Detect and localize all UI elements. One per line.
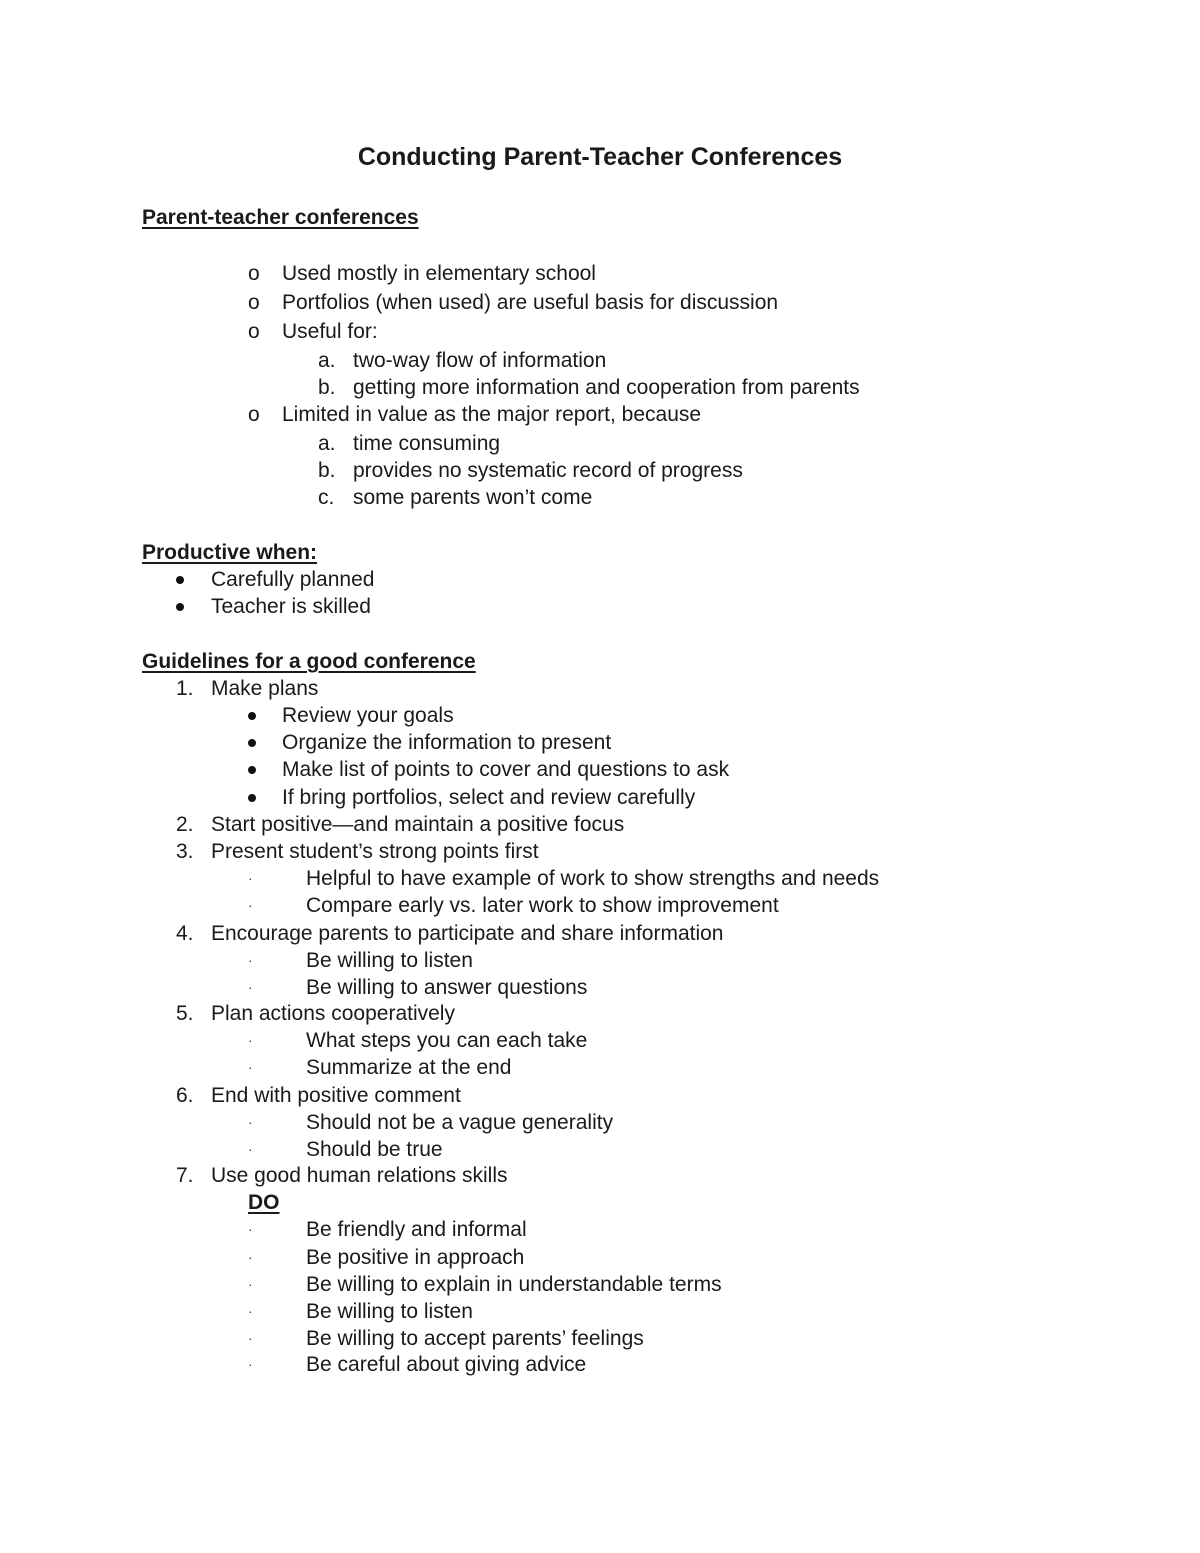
list-item-text: Summarize at the end: [306, 1056, 512, 1079]
list-item: [0, 702, 1200, 729]
list-item-text: Portfolios (when used) are useful basis for discussion: [282, 291, 779, 314]
letter-marker: a.: [318, 432, 336, 455]
step-text: Use good human relations skills: [211, 1164, 508, 1187]
step-text: Present student’s strong points first: [211, 840, 539, 863]
list-item: [0, 1244, 1200, 1271]
list-item-text: Be willing to explain in understandable terms: [306, 1273, 722, 1296]
step-number: 1.: [176, 677, 194, 700]
letter-marker: a.: [318, 349, 336, 372]
list-item-text: Make list of points to cover and questions to ask: [282, 758, 730, 781]
numbered-step: [0, 838, 1200, 865]
list-item-text: Be friendly and informal: [306, 1218, 527, 1241]
numbered-step: [0, 811, 1200, 838]
list-item: [0, 947, 1200, 974]
list-item-text: Be willing to accept parents’ feelings: [306, 1327, 644, 1350]
list-item-text: Organize the information to present: [282, 731, 612, 754]
list-item: [0, 484, 1200, 511]
list-item: [0, 566, 1200, 593]
list-item: [0, 430, 1200, 457]
list-item-text: Compare early vs. later work to show improvement: [306, 894, 779, 917]
step-number: 2.: [176, 813, 194, 836]
step-text: Plan actions cooperatively: [211, 1002, 455, 1025]
list-item: [0, 892, 1200, 919]
list-item-text: Carefully planned: [211, 568, 375, 591]
step-number: 5.: [176, 1002, 194, 1025]
bullet-dot-icon: [248, 739, 256, 747]
list-item: [0, 318, 1200, 345]
numbered-step: [0, 1082, 1200, 1109]
list-item: [0, 593, 1200, 620]
list-item-text: Should not be a vague generality: [306, 1111, 614, 1134]
step-number: 3.: [176, 840, 194, 863]
list-item: [0, 784, 1200, 811]
step-number: 4.: [176, 922, 194, 945]
list-item: [0, 865, 1200, 892]
list-item: [0, 1136, 1200, 1163]
small-dot-marker: ·: [248, 1114, 253, 1130]
small-dot-marker: ·: [248, 870, 253, 886]
small-dot-marker: ·: [248, 1032, 253, 1048]
circle-bullet-marker: o: [248, 291, 260, 314]
list-item-text: Useful for:: [282, 320, 378, 343]
list-item-text: Should be true: [306, 1138, 443, 1161]
step-number: 7.: [176, 1164, 194, 1187]
list-item: [0, 1216, 1200, 1243]
list-item-text: Be willing to answer questions: [306, 976, 588, 999]
list-item-text: Be positive in approach: [306, 1246, 525, 1269]
small-dot-marker: ·: [248, 1356, 253, 1372]
list-item-text: Used mostly in elementary school: [282, 262, 596, 285]
list-item-text: two-way flow of information: [353, 349, 607, 372]
small-dot-marker: ·: [248, 1141, 253, 1157]
list-item-text: Be careful about giving advice: [306, 1353, 587, 1376]
list-item-text: Review your goals: [282, 704, 454, 727]
circle-bullet-marker: o: [248, 320, 260, 343]
list-item-text: Helpful to have example of work to show strengths and needs: [306, 867, 880, 890]
small-dot-marker: ·: [248, 1221, 253, 1237]
letter-marker: b.: [318, 459, 336, 482]
section-heading-parent-teacher-conferences: Parent-teacher conferences: [142, 206, 419, 229]
step-number: 6.: [176, 1084, 194, 1107]
section-heading-productive-when: Productive when:: [142, 541, 318, 564]
list-item-text: getting more information and cooperation from parents: [353, 376, 860, 399]
list-item-text: Teacher is skilled: [211, 595, 371, 618]
step-text: End with positive comment: [211, 1084, 461, 1107]
bullet-dot-icon: [248, 712, 256, 720]
small-dot-marker: ·: [248, 979, 253, 995]
step-text: Encourage parents to participate and share information: [211, 922, 724, 945]
list-item: [0, 374, 1200, 401]
list-item: [0, 289, 1200, 316]
list-item: [0, 1271, 1200, 1298]
list-item: [0, 729, 1200, 756]
circle-bullet-marker: o: [248, 403, 260, 426]
list-item: [0, 756, 1200, 783]
list-item-text: What steps you can each take: [306, 1029, 588, 1052]
list-item: [0, 401, 1200, 428]
list-item-text: time consuming: [353, 432, 501, 455]
list-item-text: some parents won’t come: [353, 486, 593, 509]
list-item: [0, 974, 1200, 1001]
list-item: [0, 457, 1200, 484]
numbered-step: [0, 1162, 1200, 1189]
list-item: [0, 1027, 1200, 1054]
numbered-step: [0, 675, 1200, 702]
small-dot-marker: ·: [248, 1330, 253, 1346]
circle-bullet-marker: o: [248, 262, 260, 285]
list-item: [0, 1109, 1200, 1136]
step-text: Make plans: [211, 677, 319, 700]
bullet-dot-icon: [176, 576, 184, 584]
letter-marker: b.: [318, 376, 336, 399]
list-item-text: Be willing to listen: [306, 949, 473, 972]
list-item: [0, 260, 1200, 287]
list-item: [0, 1351, 1200, 1378]
small-dot-marker: ·: [248, 1276, 253, 1292]
list-item-text: Be willing to listen: [306, 1300, 473, 1323]
list-item: [0, 1325, 1200, 1352]
do-label: DO: [248, 1191, 280, 1214]
numbered-step: [0, 1000, 1200, 1027]
step-text: Start positive—and maintain a positive focus: [211, 813, 625, 836]
document-title: Conducting Parent-Teacher Conferences: [357, 143, 843, 171]
bullet-dot-icon: [248, 766, 256, 774]
small-dot-marker: ·: [248, 1059, 253, 1075]
small-dot-marker: ·: [248, 952, 253, 968]
bullet-dot-icon: [248, 794, 256, 802]
list-item: [0, 347, 1200, 374]
list-item-text: Limited in value as the major report, because: [282, 403, 702, 426]
numbered-step: [0, 920, 1200, 947]
letter-marker: c.: [318, 486, 335, 509]
list-item: [0, 1054, 1200, 1081]
bullet-dot-icon: [176, 603, 184, 611]
small-dot-marker: ·: [248, 897, 253, 913]
list-item-text: provides no systematic record of progress: [353, 459, 743, 482]
section-heading-guidelines: Guidelines for a good conference: [142, 650, 476, 673]
small-dot-marker: ·: [248, 1303, 253, 1319]
list-item-text: If bring portfolios, select and review carefully: [282, 786, 696, 809]
list-item: [0, 1298, 1200, 1325]
small-dot-marker: ·: [248, 1249, 253, 1265]
